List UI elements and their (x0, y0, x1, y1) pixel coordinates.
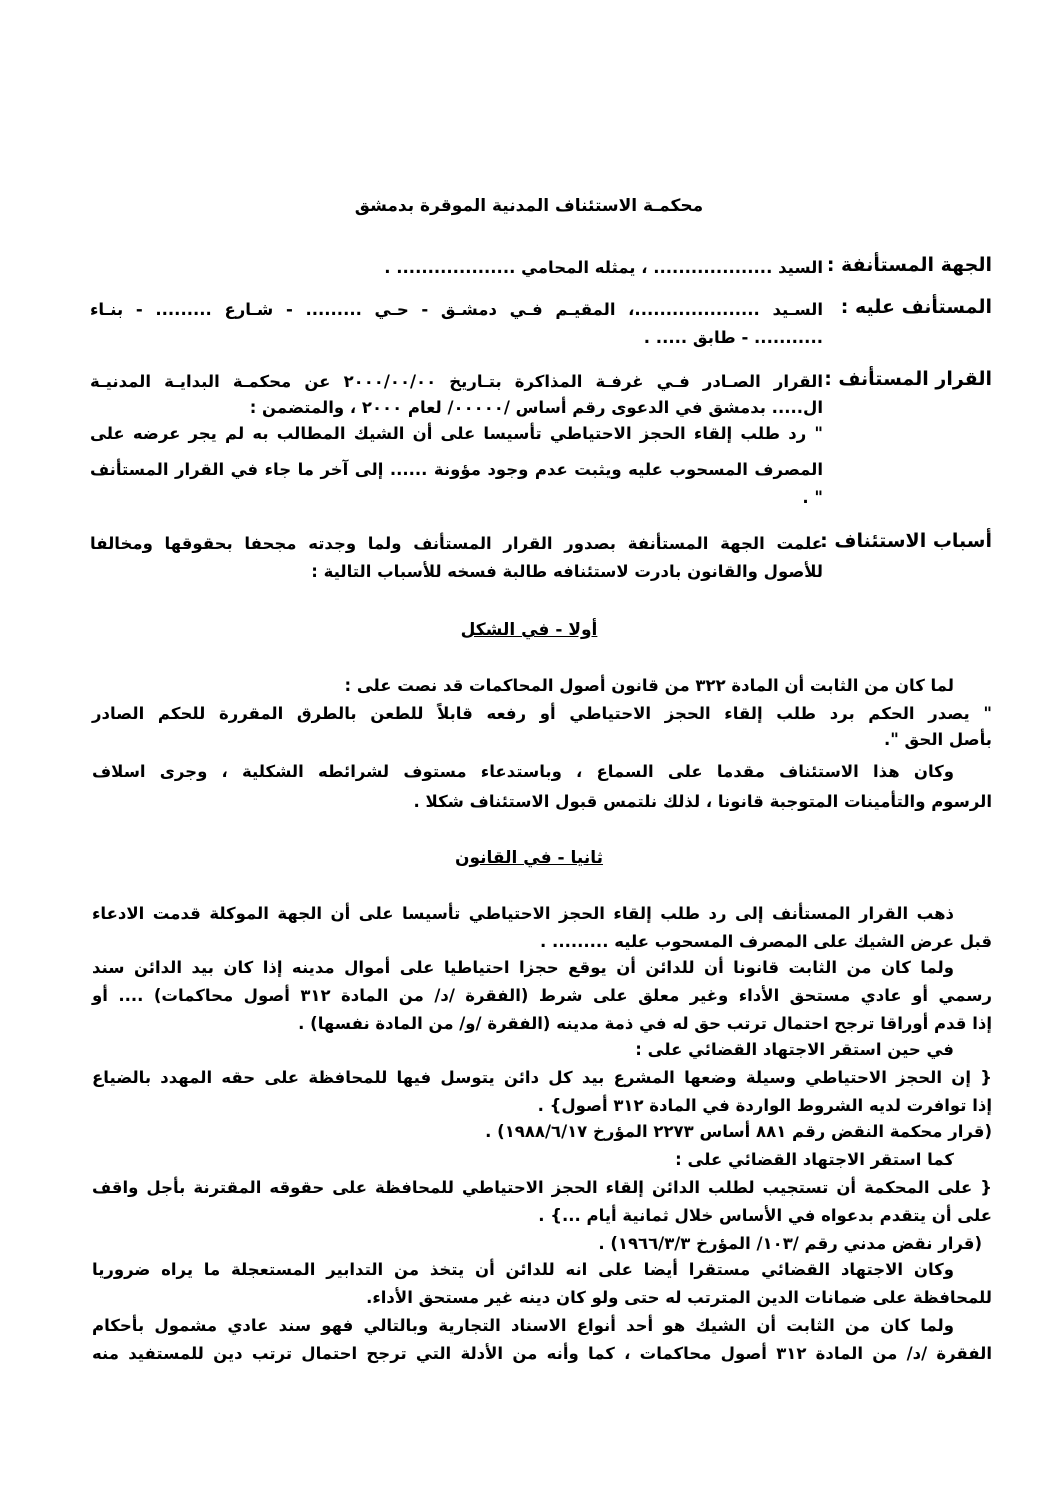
section-form-line-3: بأصل الحق ". (883, 730, 992, 749)
section-form-line-4: وكان هذا الاستئناف مقدما على السماع ، وباستدعاء مستوف لشرائطه الشكلية ، وجرى اسلاف (92, 762, 954, 781)
court-title: محكمـة الاستئناف المدنية الموقرة بدمشق (354, 196, 704, 216)
section-law-line-3: ولما كان من الثابت قانونا أن للدائن أن يوقع حجزا احتياطيا على أموال مدينه إذا كان بيد الدائن سند (92, 958, 954, 977)
appealed-decision-line-4: المصرف المسحوب عليه ويثبت عدم وجود مؤونة ...... إلى آخر ما جاء في القرار المستأنف (90, 460, 823, 479)
appeal-reasons-label: أسباب الاستئناف : (820, 530, 992, 552)
appealed-decision-line-5: " . (802, 488, 823, 507)
respondent-label: المستأنف عليه : (840, 296, 992, 318)
section-law-line-15: للمحافظة على ضمانات الدين المترتب له حتى ولو كان دينه غير مستحق الأداء. (366, 1288, 992, 1307)
section-law-line-9: (قرار محكمة النقض رقم ٨٨١ أساس ٢٢٧٣ المؤرخ ١٩٨٨/٦/١٧) . (485, 1122, 992, 1141)
section-law-line-2: قبل عرض الشيك على المصرف المسحوب عليه ......... . (540, 932, 992, 951)
section-law-line-12: على أن يتقدم بدعواه في الأساس خلال ثمانية أيام ...} . (538, 1206, 992, 1225)
section-law-line-6: في حين استقر الاجتهاد القضائي على : (635, 1040, 954, 1059)
appeal-reasons-line-2: للأصول والقانون بادرت لاستئنافه طالبة فسخه للأسباب التالية : (311, 562, 823, 581)
section-law-line-11: { على المحكمة أن تستجيب لطلب الدائن إلقاء الحجز الاحتياطي للمحافظة على حقوقه المقترنة بأجل واقف (92, 1178, 992, 1197)
appeal-reasons-line-1: علمت الجهة المستأنفة بصدور القرار المستأنف ولما وجدته مجحفا بحقوقها ومخالفا (90, 534, 823, 553)
section-law-line-13: (قرار نقض مدني رقم /١٠٣/ المؤرخ ١٩٦٦/٣/٣) . (598, 1234, 982, 1253)
section-law-line-14: وكان الاجتهاد القضائي مستقرا أيضا على انه للدائن أن يتخذ من التدابير المستعجلة ما يراه ضروريا (92, 1260, 954, 1279)
section-law-line-4: رسمي أو عادي مستحق الأداء وغير معلق على شرط (الفقرة /د/ من المادة ٣١٢ أصول محاكمات) .... أو (92, 986, 992, 1005)
appealed-decision-line-3: " رد طلب إلقاء الحجز الاحتياطي تأسيسا على أن الشيك المطالب به لم يجر عرضه على (90, 424, 823, 443)
section-law-line-5: إذا قدم أوراقا ترجح احتمال ترتب حق له في ذمة مدينه (الفقرة /و/ من المادة نفسها) . (298, 1014, 992, 1033)
section-law-line-1: ذهب القرار المستأنف إلى رد طلب إلقاء الحجز الاحتياطي تأسيسا على أن الجهة الموكلة قدمت الادعاء (92, 904, 954, 923)
section-law-line-7: { إن الحجز الاحتياطي وسيلة وضعها المشرع بيد كل دائن يتوسل فيها للمحافظة على حقه المهدد بالضياع (92, 1068, 992, 1087)
section-form-line-5: الرسوم والتأمينات المتوجبة قانونا ، لذلك نلتمس قبول الاستئناف شكلا . (413, 792, 992, 811)
section-law-heading: ثانيا - في القانون (455, 848, 603, 868)
section-form-line-1: لما كان من الثابت أن المادة ٣٢٢ من قانون أصول المحاكمات قد نصت على : (344, 676, 954, 695)
appealed-decision-label: القرار المستأنف : (824, 368, 992, 390)
section-law-line-8: إذا توافرت لديه الشروط الواردة في المادة ٣١٢ أصول} . (537, 1096, 992, 1115)
section-form-line-2: " يصدر الحكم برد طلب إلقاء الحجز الاحتياطي أو رفعه قابلاً للطعن بالطرق المقررة للحكم الصادر (92, 704, 992, 723)
appellant-label: الجهة المستأنفة : (826, 254, 992, 276)
section-form-heading: أولا - في الشكل (460, 620, 598, 640)
appealed-decision-line-2: ال..... بدمشق في الدعوى رقم أساس /٠٠٠٠٠/ لعام ٢٠٠٠ ، والمتضمن : (249, 398, 823, 417)
respondent-line-1: السـيد ....................، المقيـم فـي دمشـق - حـي ......... - شـارع ......... - بنـاء (90, 300, 823, 319)
section-law-line-10: كما استقر الاجتهاد القضائي على : (675, 1150, 954, 1169)
section-law-line-16: ولما كان من الثابت أن الشيك هو أحد أنواع الاسناد التجارية وبالتالي فهو سند عادي مشمول بأحكام (92, 1316, 954, 1335)
appellant-line-1: السيد ................... ، يمثله المحامي ................... . (384, 258, 823, 277)
appealed-decision-line-1: القرار الصـادر فـي غرفـة المذاكرة بتـاريخ ٢٠٠٠/٠٠/٠٠ عن محكمـة البدايـة المدنيـة (90, 372, 823, 391)
respondent-line-2: ........... - طابق ..... . (643, 328, 823, 347)
section-law-line-17: الفقرة /د/ من المادة ٣١٢ أصول محاكمات ، كما وأنه من الأدلة التي ترجح احتمال ترتب دين للمستفيد منه (92, 1344, 992, 1363)
